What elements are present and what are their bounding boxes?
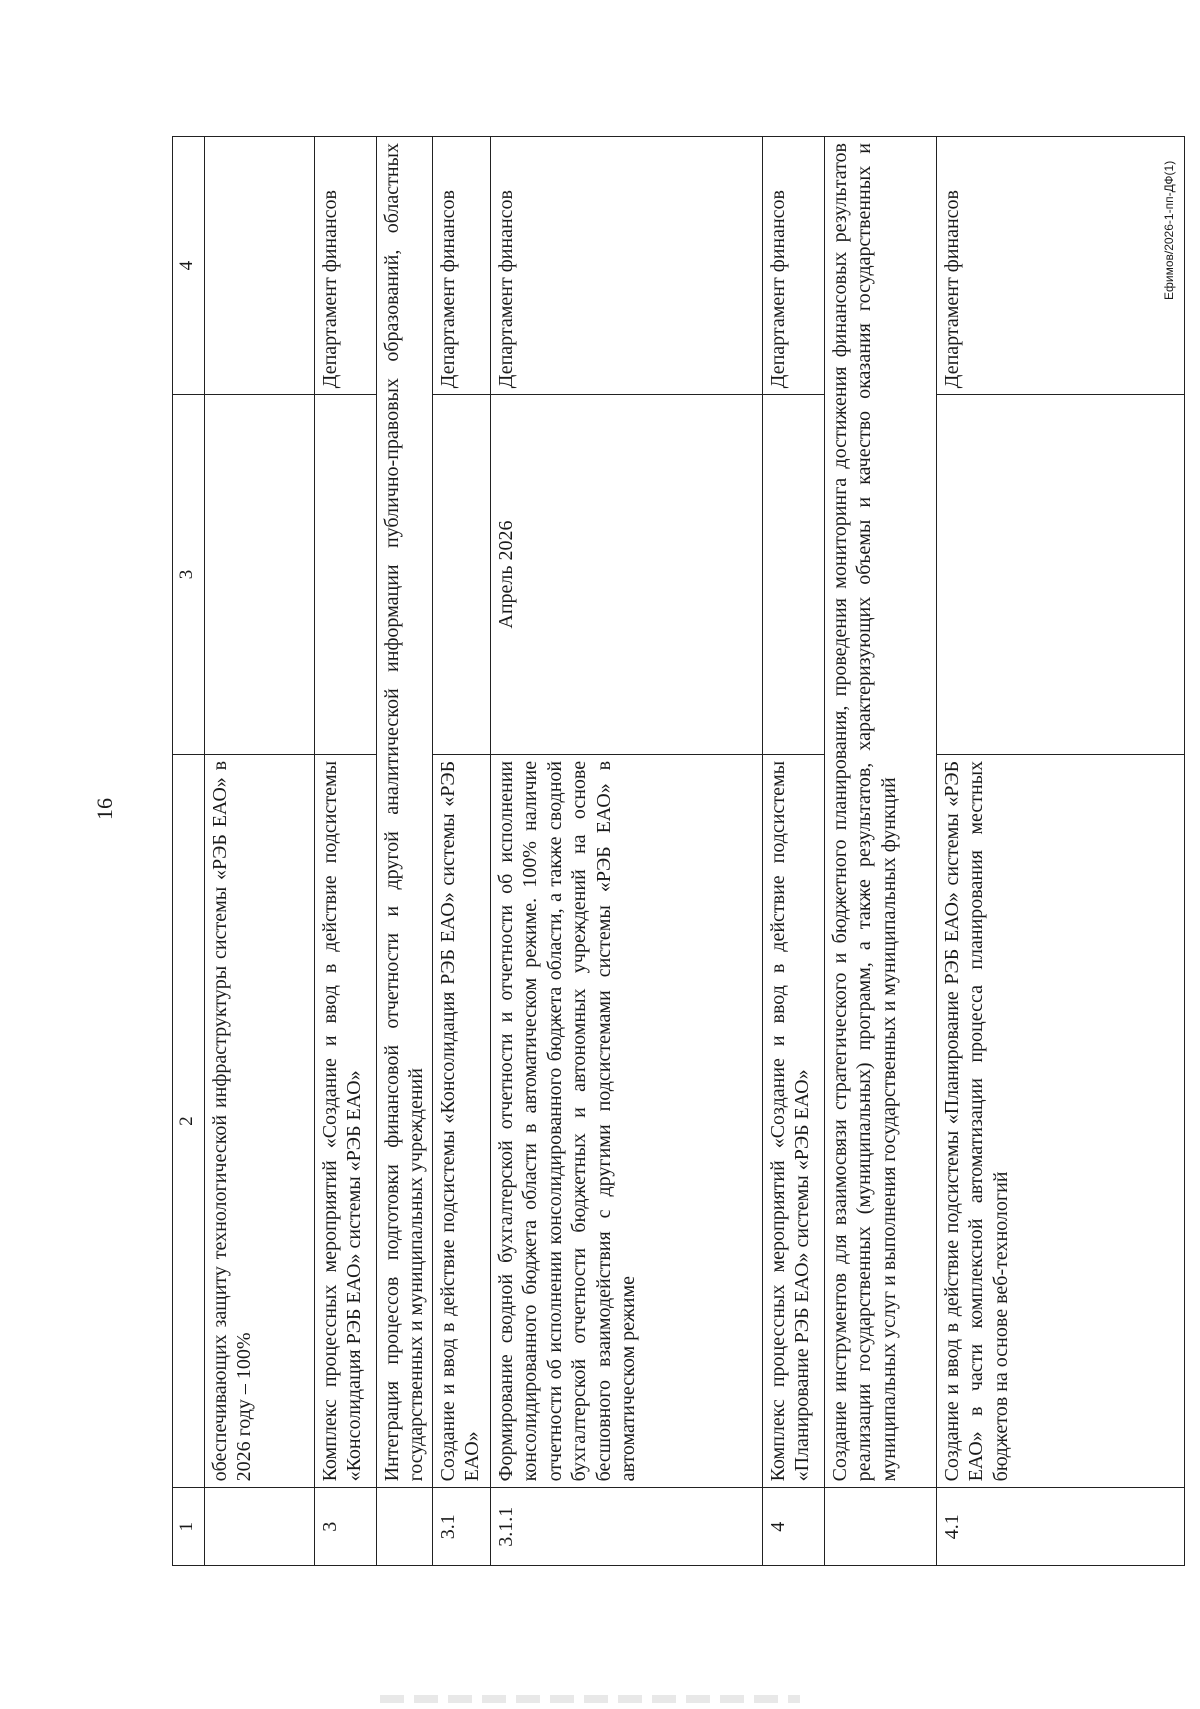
row-deadline [763,395,825,755]
row-deadline [315,395,377,755]
table-row [433,137,491,1566]
row-executor: Департамент финансов [937,137,1185,395]
row-span-description: Интеграция процессов подготовки финансовой отчетности и другой аналитической информации публично-правовых образований, областных государственных и муниципальных учреждений [377,137,433,1488]
header-col-4: 4 [173,137,205,395]
row-description: Комплекс процессных мероприятий «Создание и ввод в действие подсистемы «Планирование РЭБ ЕАО» системы «РЭБ ЕАО» [763,754,825,1488]
table-row [315,137,377,1566]
row-description: Комплекс процессных мероприятий «Создание и ввод в действие подсистемы «Консолидация РЭБ ЕАО» системы «РЭБ ЕАО» [315,754,377,1488]
activities-table [172,136,1185,1566]
row-number: 3.1.1 [491,1488,763,1566]
document-code: Ефимов/2026-1-пп-ДФ(1) [1162,160,1176,300]
row-executor: Департамент финансов [433,137,491,395]
rotated-table-container [172,136,1185,1566]
row-span-description: Создание инструментов для взаимосвязи стратегического и бюджетного планирования, проведения мониторинга достижения финансовых результатов реализации государственных (муниципальных) программ, а также результатов, характеризующих объемы и качество оказания государственных и муниципальных услуг и выполнения государственных и муниципальных функций [825,137,937,1488]
row-executor: Департамент финансов [763,137,825,395]
row-number-empty [377,1488,433,1566]
row-description: обеспечивающих защиту технологической инфраструктуры системы «РЭБ ЕАО» в 2026 году – 100% [205,754,315,1488]
row-number: 4.1 [937,1488,1185,1566]
row-deadline [433,395,491,755]
row-executor [205,137,315,395]
row-description: Формирование сводной бухгалтерской отчетности и отчетности об исполнении консолидированного бюджета области в автоматическом режиме. 100% наличие отчетности об исполнении консолидированного бюджета области, а также сводной бухгалтерской отчетности бюджетных и автономных учреждений на основе бесшовного взаимодействия с другими подсистемами системы «РЭБ ЕАО» в автоматическом режиме [491,754,763,1488]
table-row [763,137,825,1566]
row-description: Создание и ввод в действие подсистемы «Консолидация РЭБ ЕАО» системы «РЭБ ЕАО» [433,754,491,1488]
table-row [205,137,315,1566]
header-col-1: 1 [173,1488,205,1566]
row-number: 3.1 [433,1488,491,1566]
table-row [937,137,1185,1566]
table-row [491,137,763,1566]
header-col-3: 3 [173,395,205,755]
header-col-2: 2 [173,754,205,1488]
row-number: 4 [763,1488,825,1566]
row-number: 3 [315,1488,377,1566]
row-executor: Департамент финансов [491,137,763,395]
row-description: Создание и ввод в действие подсистемы «Планирование РЭБ ЕАО» системы «РЭБ ЕАО» в части комплексной автоматизации процесса планирования местных бюджетов на основе веб-технологий [937,754,1185,1488]
bleed-through-marks [380,1695,800,1703]
row-number-empty [825,1488,937,1566]
row-executor: Департамент финансов [315,137,377,395]
row-number [205,1488,315,1566]
table-row-span [377,137,433,1566]
row-deadline [205,395,315,755]
row-deadline [937,395,1185,755]
row-deadline: Апрель 2026 [491,395,763,755]
table-row-span [825,137,937,1566]
page-number: 16 [92,798,117,820]
